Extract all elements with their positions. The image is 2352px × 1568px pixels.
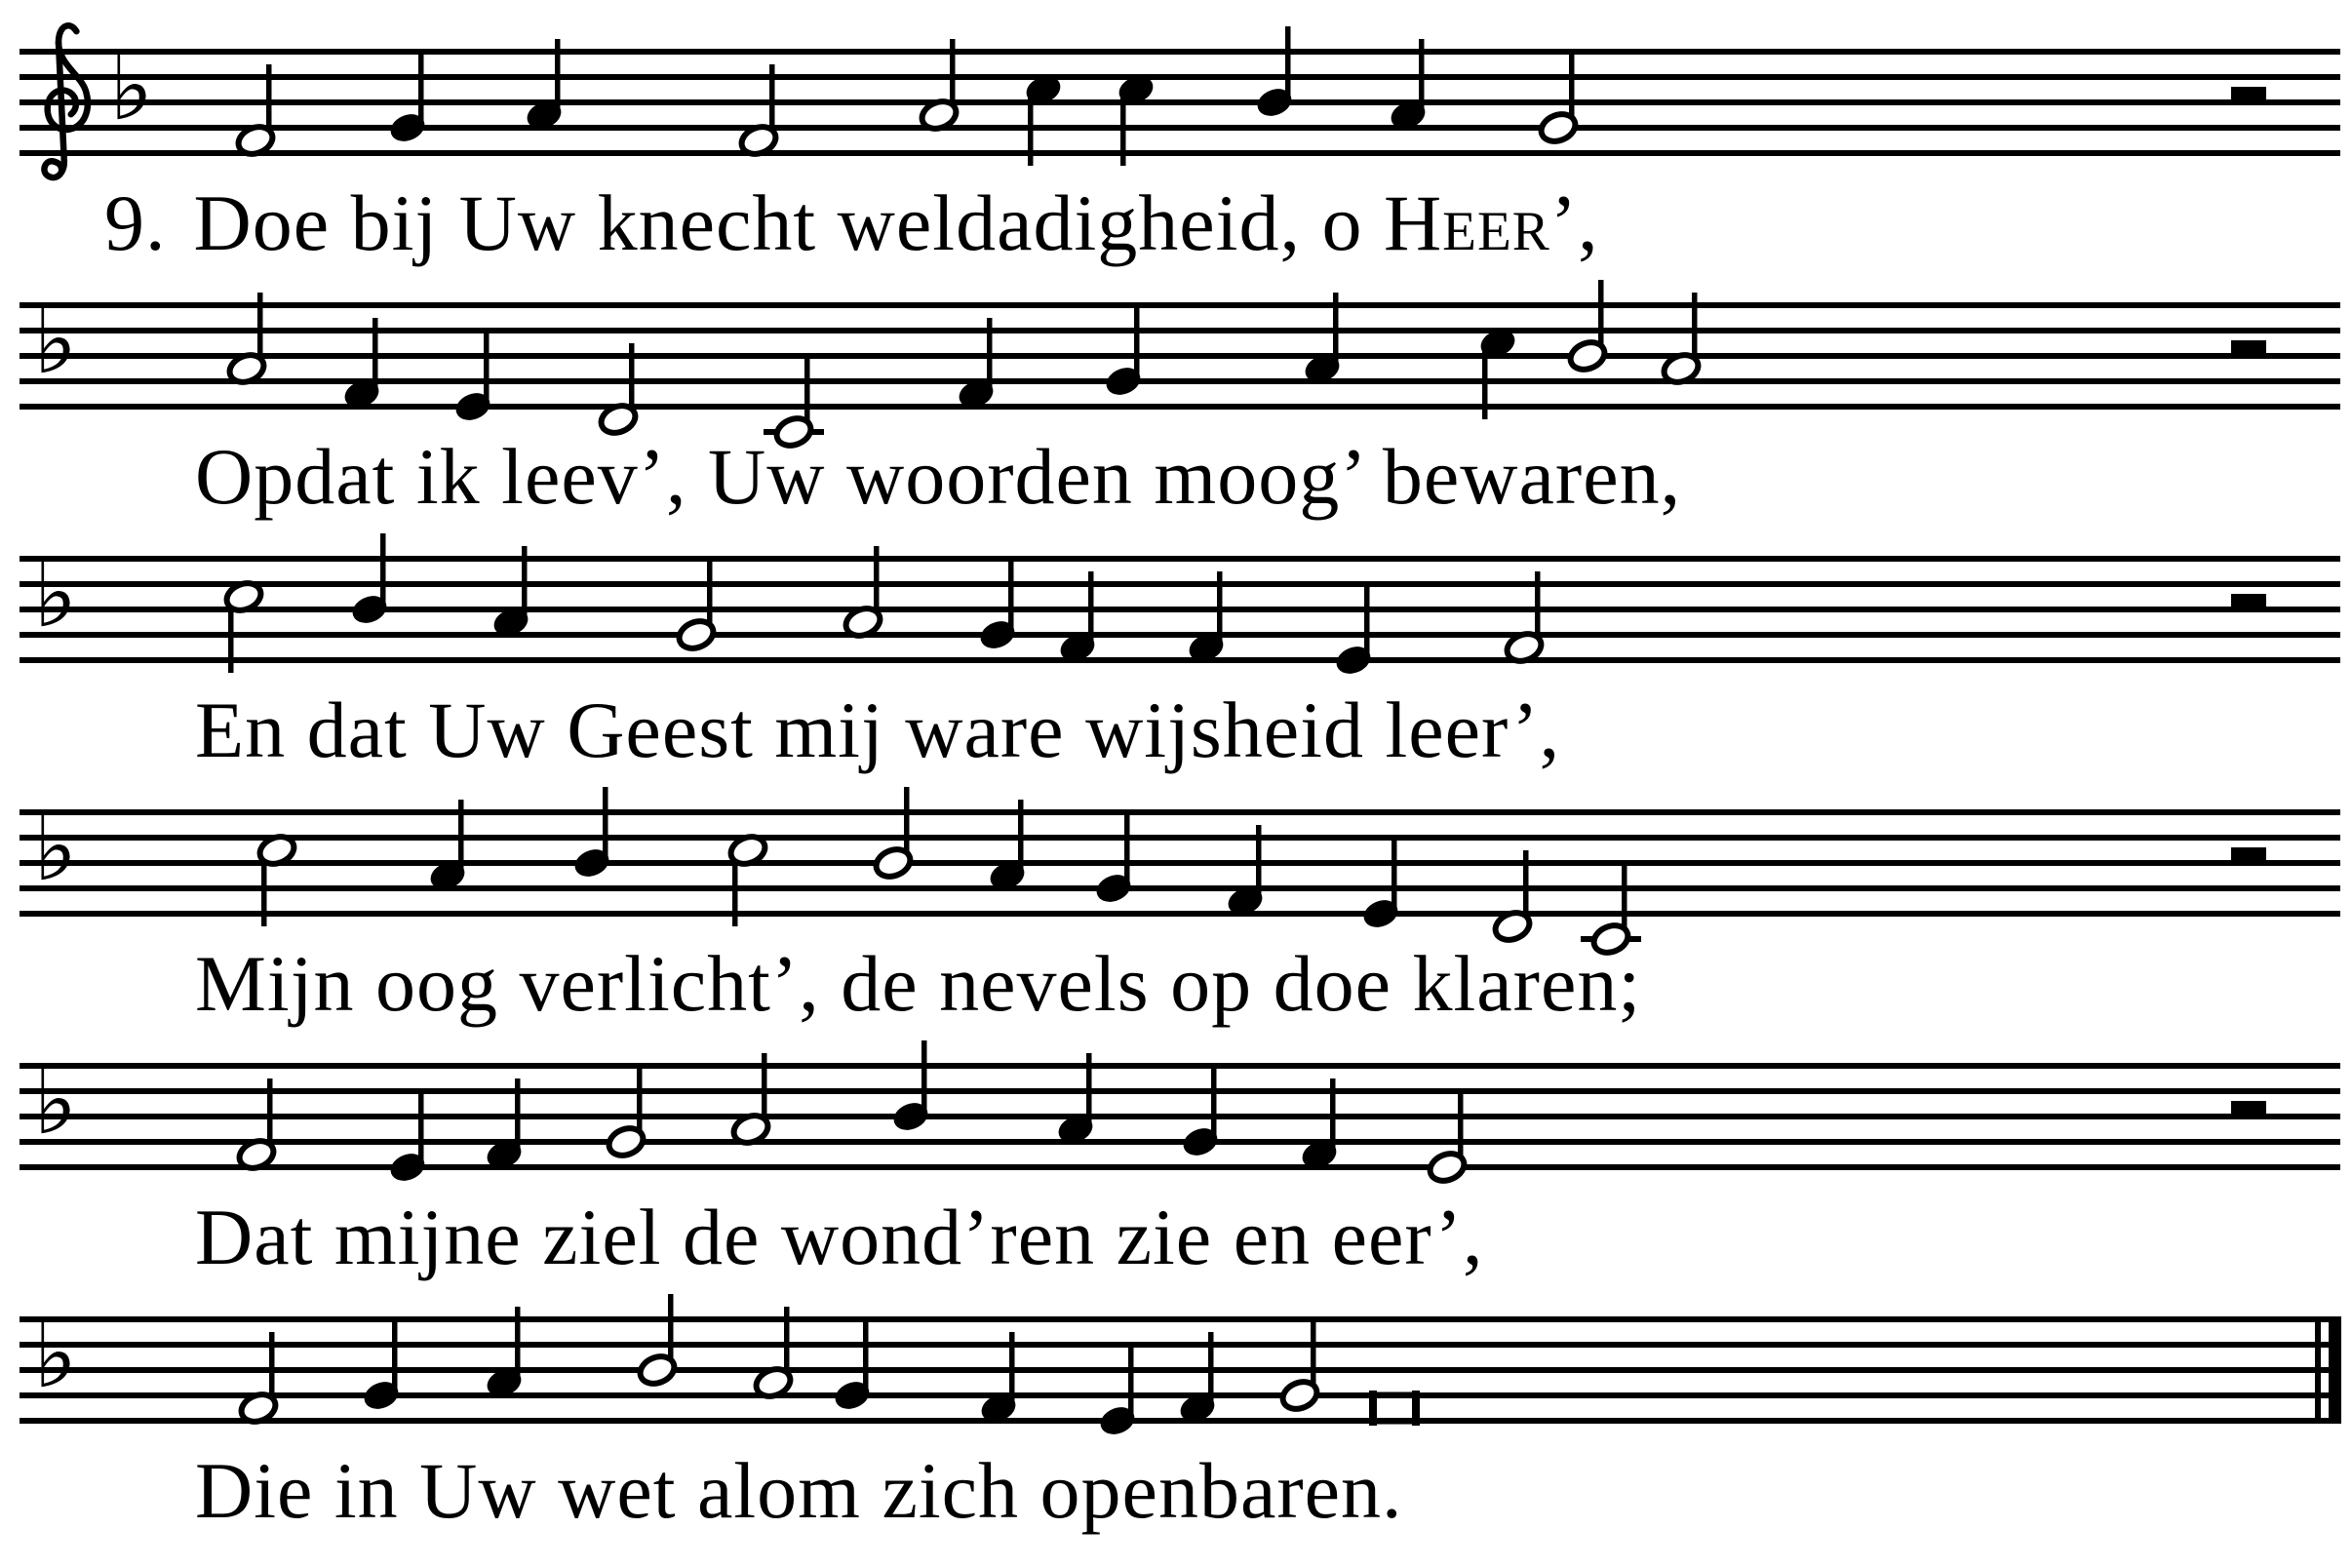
treble-clef-path xyxy=(48,43,88,130)
staff-line xyxy=(20,99,2340,105)
lyric-text: Die in Uw wet alom zich openbaren. xyxy=(195,1446,1403,1535)
lyric-line-1 xyxy=(104,177,1599,269)
staff-line xyxy=(20,1139,2340,1145)
rest xyxy=(2231,594,2266,608)
staff-line xyxy=(20,860,2340,866)
lyric-text: Mijn oog verlicht’, de nevels op doe klaren; xyxy=(195,939,1642,1028)
flat-sign: ♭ xyxy=(33,1046,78,1156)
staff-line xyxy=(20,1114,2340,1119)
staff-line xyxy=(20,809,2340,815)
staff-line xyxy=(20,150,2340,156)
staff-line xyxy=(20,632,2340,638)
lyric-line-6 xyxy=(195,1445,1403,1537)
staff-line xyxy=(20,1418,2340,1424)
rest xyxy=(2231,340,2266,354)
staff-line xyxy=(20,353,2340,359)
flat-sign: ♭ xyxy=(33,793,78,902)
staff-line xyxy=(20,74,2340,80)
rest xyxy=(2231,1101,2266,1115)
rest xyxy=(2231,847,2266,861)
staff-line xyxy=(20,1088,2340,1094)
lyric-line-5 xyxy=(195,1192,1484,1283)
staff-line xyxy=(20,911,2340,917)
final-barline-thin xyxy=(2315,1316,2321,1424)
staff-line xyxy=(20,556,2340,562)
lyric-text: Opdat ik leev’, Uw woorden moog’ bewaren, xyxy=(195,432,1682,521)
staff-line xyxy=(20,1164,2340,1170)
flat-sign: ♭ xyxy=(33,539,78,648)
lyric-text: En dat Uw Geest mij ware wijsheid leer’, xyxy=(195,686,1561,774)
breve-bar xyxy=(1369,1391,1377,1426)
note-head xyxy=(636,1352,678,1389)
breve-note xyxy=(1373,1394,1416,1422)
rest xyxy=(2231,87,2266,100)
staff-line xyxy=(20,49,2340,55)
note-head xyxy=(1566,337,1608,374)
staff-line xyxy=(20,125,2340,131)
lyric-line-3 xyxy=(195,685,1560,776)
staff-line xyxy=(20,1367,2340,1373)
note-head xyxy=(1426,1149,1468,1186)
note-head xyxy=(605,1123,647,1160)
staff-line xyxy=(20,1063,2340,1069)
note-head xyxy=(872,844,914,882)
note-head xyxy=(1537,109,1579,146)
note-head xyxy=(675,616,717,653)
staff-line xyxy=(20,885,2340,891)
staff-line xyxy=(20,1342,2340,1348)
staff-line xyxy=(20,657,2340,663)
lyric-smallcaps-heer: Heer’, xyxy=(1383,178,1599,267)
staff-line xyxy=(20,328,2340,333)
verse-number: 9. xyxy=(104,178,167,267)
lyric-text: Doe bij Uw knecht weldadigheid, o xyxy=(193,178,1384,267)
staff-line xyxy=(20,835,2340,841)
flat-sign: ♭ xyxy=(33,1300,78,1409)
flat-sign: ♭ xyxy=(109,32,154,141)
lyric-text: Dat mijne ziel de wond’ren zie en eer’, xyxy=(195,1193,1484,1281)
staff-line xyxy=(20,1316,2340,1322)
final-barline-thick xyxy=(2329,1316,2341,1424)
staff-line xyxy=(20,302,2340,308)
lyric-line-4 xyxy=(195,938,1641,1030)
breve-bar xyxy=(1412,1391,1420,1426)
flat-sign: ♭ xyxy=(33,286,78,395)
note-head xyxy=(1278,1377,1320,1414)
lyric-line-2 xyxy=(195,431,1681,523)
staff-line xyxy=(20,581,2340,587)
